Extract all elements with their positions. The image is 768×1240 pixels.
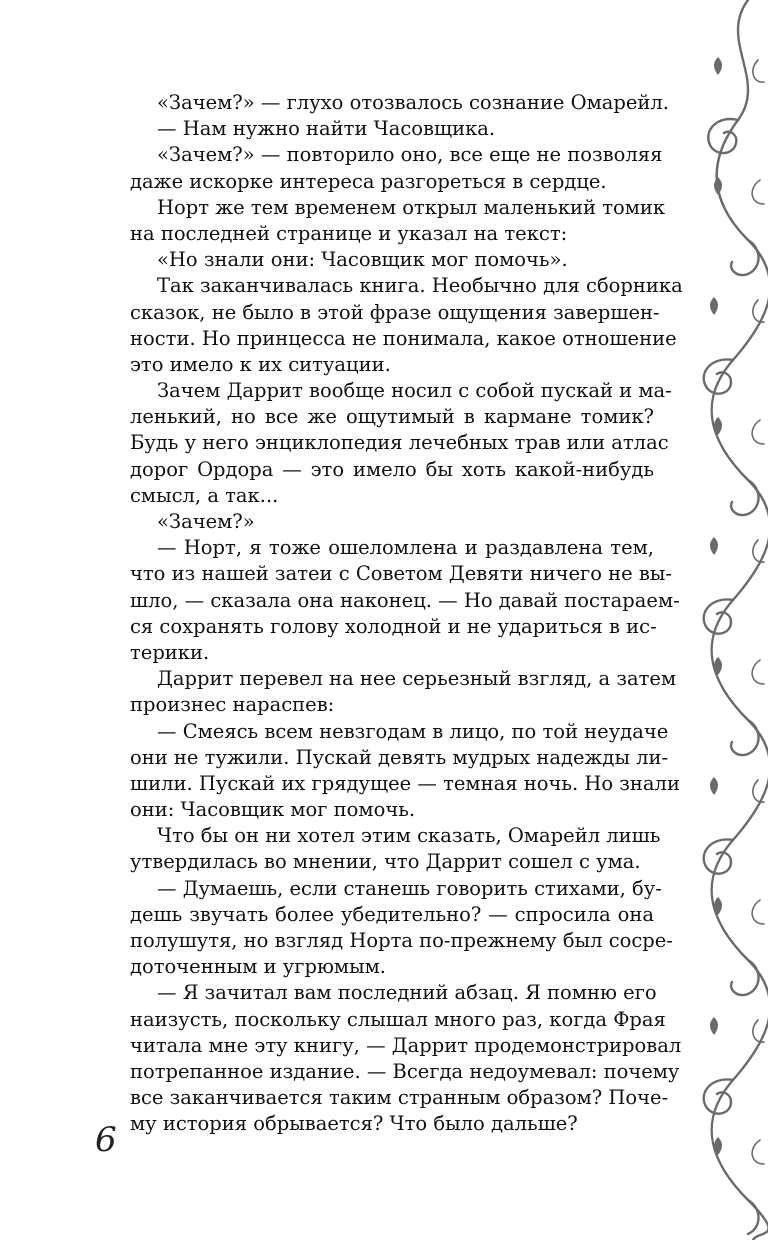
text-line: Что бы он ни хотел этим сказать, Омарейл лишь [157, 824, 661, 848]
text-line: дешь звучать более убедительно? — спросила она [130, 902, 654, 926]
text-line: что из нашей затеи с Советом Девяти ничего не вы- [130, 562, 672, 586]
text-line: Даррит перевел на нее серьезный взгляд, а затем [157, 667, 677, 691]
text-line: Норт же тем временем открыл маленький томик [157, 195, 666, 219]
text-line: — Я зачитал вам последний абзац. Я помню его [157, 981, 657, 1005]
text-line: — Смеясь всем невзгодам в лицо, по той неудаче [157, 719, 669, 743]
text-line: утвердилась во мнении, что Даррит сошел с ума. [130, 850, 641, 874]
page-number: 6 [95, 1120, 117, 1160]
text-line: Будь у него энциклопедия лечебных трав или атлас [130, 431, 669, 455]
text-line: Так заканчивалась книга. Необычно для сборника [157, 274, 683, 298]
body-text [130, 90, 683, 1138]
text-line: произнес нараспев: [130, 693, 335, 717]
text-line: читала мне эту книгу, — Даррит продемонстрировал [130, 1033, 682, 1057]
text-line: му история обрывается? Что было дальше? [130, 1112, 578, 1136]
text-line: — Думаешь, если станешь говорить стихами, бу- [157, 876, 662, 900]
text-line: — Нам нужно найти Часовщика. [157, 117, 496, 141]
text-line: «Но знали они: Часовщик мог помочь». [157, 248, 568, 272]
text-line: «Зачем?» [157, 510, 255, 533]
text-line: смысл, а так... [130, 483, 279, 507]
text-line: Зачем Даррит вообще носил с собой пускай и ма- [157, 379, 672, 403]
text-line: шло, — сказала она наконец. — Но давай постараем- [130, 588, 680, 612]
text-line: они не тужили. Пускай девять мудрых надежды ли- [130, 745, 669, 769]
text-line: доточенным и угрюмым. [130, 955, 386, 979]
text-line: ности. Но принцесса не понимала, какое отношение [130, 326, 677, 350]
text-line: «Зачем?» — глухо отозвалось сознание Омарейл. [157, 91, 670, 114]
text-line: потрепанное издание. — Всегда недоумевал: почему [130, 1059, 680, 1083]
text-line: даже искорке интереса разгореться в сердце. [130, 169, 607, 193]
text-line: дорог Ордора — это имело бы хоть какой-нибудь [130, 457, 654, 481]
text-line: они: Часовщик мог помочь. [130, 798, 416, 822]
text-line: ленький, но все же ощутимый в кармане томик? [130, 405, 654, 429]
text-line: шили. Пускай их грядущее — темная ночь. Но знали [130, 771, 680, 795]
text-line: «Зачем?» — повторило оно, все еще не позволяя [157, 143, 663, 167]
text-line: наизусть, поскольку слышал много раз, когда Фрая [130, 1007, 666, 1031]
text-line: на последней странице и указал на текст: [130, 221, 568, 245]
text-line: — Норт, я тоже ошеломлена и раздавлена тем, [157, 536, 654, 560]
text-line: это имело к их ситуации. [130, 352, 391, 376]
swirl-border-ornament-icon [678, 0, 768, 1240]
text-line: терики. [130, 640, 210, 664]
text-line: сказок, не было в этой фразе ощущения завершен- [130, 300, 660, 324]
text-line: полушутя, но взгляд Норта по-прежнему был сосре- [130, 929, 673, 952]
text-line: ся сохранять голову холодной и не удариться в ис- [130, 614, 657, 638]
text-line: все заканчивается таким странным образом? Поче- [130, 1086, 669, 1110]
